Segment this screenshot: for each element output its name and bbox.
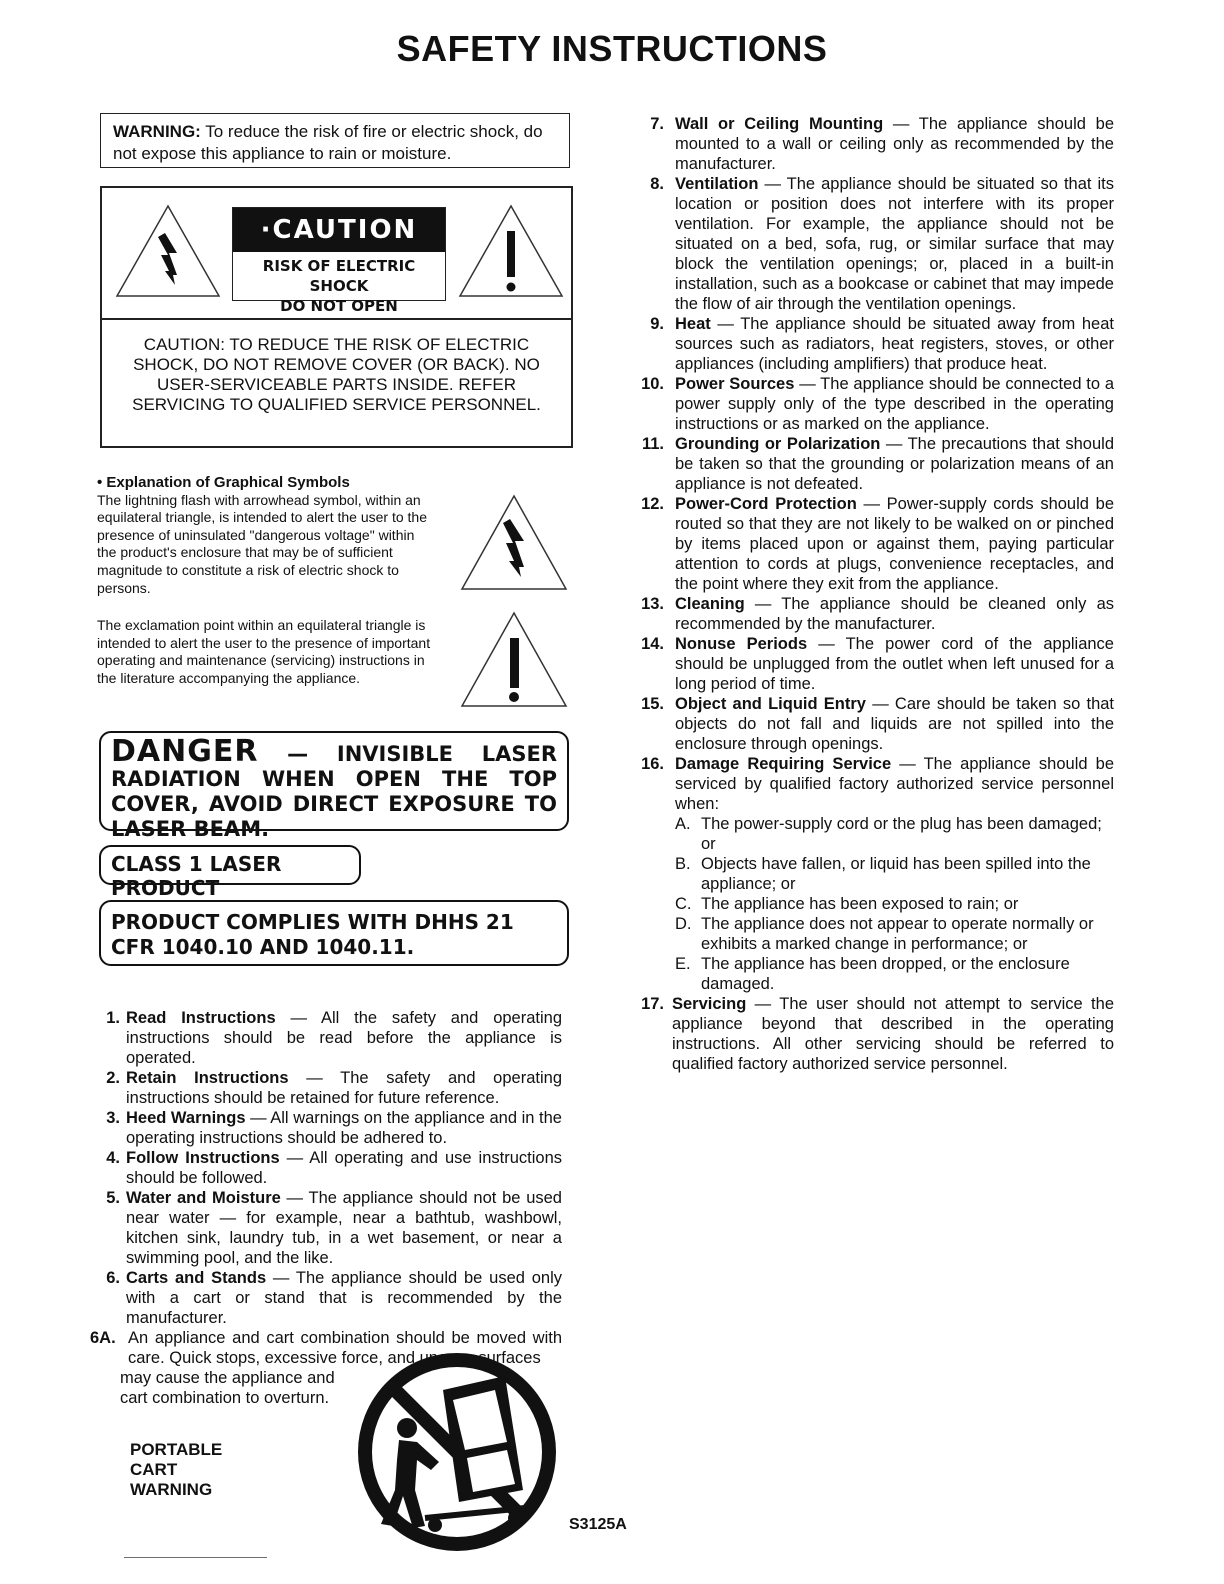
page-title: SAFETY INSTRUCTIONS (396, 28, 828, 69)
item-number: 6. (106, 1269, 120, 1287)
item-number: 7. (650, 115, 664, 133)
list-item (634, 634, 1114, 694)
warning-text: To reduce the risk of fire or electric shock, do not expose this appliance to rain or moisture. (113, 122, 543, 163)
caution-text: CAUTION: TO REDUCE THE RISK OF ELECTRIC SHOCK, DO NOT REMOVE COVER (OR BACK). NO USER-SERVICEABLE PARTS INSIDE. REFER SERVICING TO QUALIFIED SERVICE PERSONNEL. (132, 335, 541, 414)
item-text: — The appliance should be situated so that its location or position does not interfere with its proper ventilation. For example, the appliance should not be situated on a bed, sofa, rug, or similar surface that may block the ventilation openings; or, placed in a built-in installation, such as a bookcase or cabinet that may impede the flow of air through the ventilation openings. (675, 175, 1114, 313)
cart-label-line: PORTABLE (130, 1440, 223, 1459)
item-number: 1. (106, 1009, 120, 1027)
item-title: Cleaning (675, 595, 745, 613)
right-instructions-list (634, 114, 1114, 1074)
item-title: Nonuse Periods (675, 635, 808, 653)
item-text: — All operating and use instructions should be followed. (126, 1149, 562, 1187)
sub-text: The appliance has been exposed to rain; or (701, 895, 1019, 913)
item-text: — The appliance should be situated away from heat sources such as radiators, heat registers, stoves, or other appliances (including amplifiers) that produce heat. (675, 315, 1114, 373)
item-title: Retain Instructions (126, 1069, 289, 1087)
caution-banner: ·CAUTION (233, 208, 445, 252)
item-text: — Power-supply cords should be routed so that they are not likely to be walked on or pinched by items placed upon or against them, paying particular attention to cords at plugs, convenience receptacles, and the point where they exit from the appliance. (675, 495, 1114, 593)
sub-item (675, 954, 1114, 994)
item-6a-text-line2: may cause the appliance and (120, 1369, 335, 1387)
item-text: — All warnings on the appliance and in the operating instructions should be adhered to. (126, 1109, 562, 1147)
item-text: — Care should be taken so that objects do not fall and liquids are not spilled into the enclosure through openings. (675, 695, 1115, 753)
sub-text: The appliance does not appear to operate normally or exhibits a marked change in performance; or (701, 915, 1094, 953)
item-text: — The appliance should be serviced by qualified factory authorized service personnel when: (675, 755, 1115, 813)
sub-item (675, 814, 1114, 854)
list-item (90, 1108, 562, 1148)
list-item (634, 994, 1114, 1074)
exclamation-explanation: The exclamation point within an equilateral triangle is intended to alert the user to the presence of important operating and maintenance (servicing) instructions in the literature accompanying the appliance. (97, 617, 431, 686)
sub-list (675, 814, 1114, 994)
list-item (634, 314, 1114, 374)
document-code: S3125A (569, 1516, 627, 1533)
cart-label-line: CART (130, 1460, 178, 1479)
item-number: 9. (650, 315, 664, 333)
item-number: 2. (106, 1069, 120, 1087)
item-text: — The appliance should not be used near water — for example, near a bathtub, washbowl, kitchen sink, laundry tub, in a wet basement, or near a swimming pool, and the like. (126, 1189, 562, 1267)
item-number: 11. (641, 435, 664, 453)
item-title: Damage Requiring Service (675, 755, 892, 773)
list-item (634, 494, 1114, 594)
sub-letter: B. (675, 855, 691, 873)
sub-item (675, 854, 1114, 894)
sub-text: Objects have fallen, or liquid has been spilled into the appliance; or (701, 855, 1091, 893)
list-item (90, 1188, 562, 1268)
item-text: — All the safety and operating instructions should be read before the appliance is operated. (126, 1009, 562, 1067)
item-number: 5. (106, 1189, 120, 1207)
list-item (90, 1068, 562, 1108)
cart-tipover-icon (355, 1350, 560, 1555)
item-text: — The appliance should be mounted to a wall or ceiling only as recommended by the manufacturer. (675, 115, 1114, 173)
lightning-warning-icon (113, 203, 223, 299)
item-title: Wall or Ceiling Mounting (675, 115, 884, 133)
item-number: 12. (641, 495, 664, 513)
item-number: 17. (641, 995, 664, 1013)
item-text: — The appliance should be connected to a power supply only of the type described in the operating instructions or as marked on the appliance. (675, 375, 1114, 433)
item-title: Ventilation (675, 175, 759, 193)
sub-letter: D. (675, 915, 692, 933)
danger-text: INVISIBLE LASER RADIATION WHEN OPEN THE TOP COVER, AVOID DIRECT EXPOSURE TO LASER BEAM. (111, 742, 558, 841)
list-item (634, 594, 1114, 634)
left-instructions-list (90, 1008, 562, 1408)
sub-text: The appliance has been dropped, or the enclosure damaged. (701, 955, 1070, 993)
lightning-explanation: The lightning flash with arrowhead symbol, within an equilateral triangle, is intended to alert the user to the presence of uninsulated "dangerous voltage" within the product's enclosure that may be of sufficient magnitude to constitute a risk of electric shock to persons. (97, 491, 427, 596)
sub-text: The power-supply cord or the plug has been damaged; or (701, 815, 1102, 853)
cart-label-line: WARNING (130, 1480, 213, 1499)
item-title: Grounding or Polarization (675, 435, 881, 453)
item-text: — The user should not attempt to service the appliance beyond that described in the operating instructions. All other servicing should be referred to qualified factory authorized service personnel. (672, 995, 1114, 1073)
complies-box: PRODUCT COMPLIES WITH DHHS 21 CFR 1040.10 AND 1040.11. (99, 900, 569, 966)
class1-laser-box: CLASS 1 LASER PRODUCT (99, 845, 361, 885)
item-number: 6A. (90, 1329, 116, 1347)
symbols-section (97, 474, 437, 597)
list-item (90, 1148, 562, 1188)
exclamation-symbol-icon (458, 610, 570, 710)
sub-letter: E. (675, 955, 691, 973)
item-number: 3. (106, 1109, 120, 1127)
list-item (634, 174, 1114, 314)
caution-divider (100, 318, 573, 320)
list-item (634, 754, 1114, 814)
sub-letter: A. (675, 815, 691, 833)
item-number: 16. (641, 755, 664, 773)
item-number: 15. (641, 695, 664, 713)
item-title: Power Sources (675, 375, 795, 393)
list-item (634, 434, 1114, 494)
list-item (634, 694, 1114, 754)
list-item (90, 1268, 562, 1328)
sub-item (675, 914, 1114, 954)
item-text: — The safety and operating instructions should be retained for future reference. (126, 1069, 562, 1107)
item-title: Read Instructions (126, 1009, 276, 1027)
list-item (634, 374, 1114, 434)
item-6a-text-line3: cart combination to overturn. (120, 1389, 330, 1407)
caution-sub-line1: RISK OF ELECTRIC SHOCK (262, 257, 416, 295)
cart-warning-label (130, 1440, 222, 1500)
item-title: Power-Cord Protection (675, 495, 857, 513)
item-title: Heed Warnings (126, 1109, 246, 1127)
danger-box (99, 731, 569, 841)
item-number: 8. (650, 175, 664, 193)
item-number: 14. (641, 635, 664, 653)
danger-word: DANGER (111, 734, 259, 769)
list-item (90, 1008, 562, 1068)
lightning-symbol-icon (458, 493, 570, 593)
sub-letter: C. (675, 895, 692, 913)
item-number: 4. (106, 1149, 120, 1167)
item-title: Follow Instructions (126, 1149, 280, 1167)
caution-label (232, 207, 446, 315)
item-title: Heat (675, 315, 711, 333)
bottom-divider (124, 1557, 267, 1558)
danger-dash: — (287, 742, 309, 766)
sub-item (675, 894, 1114, 914)
item-text: — The appliance should be used only with a cart or stand that is recommended by the manufacturer. (126, 1269, 562, 1327)
warning-label: WARNING: (113, 122, 201, 141)
item-text: — The precautions that should be taken so that the grounding or polarization means of an appliance is not defeated. (675, 435, 1114, 493)
item-text: — The power cord of the appliance should be unplugged from the outlet when left unused for a long period of time. (675, 635, 1114, 693)
item-title: Object and Liquid Entry (675, 695, 866, 713)
list-item (634, 114, 1114, 174)
caution-sub-line2: DO NOT OPEN (280, 297, 398, 315)
item-title: Carts and Stands (126, 1269, 267, 1287)
item-number: 13. (641, 595, 664, 613)
warning-box (100, 113, 570, 168)
item-title: Servicing (672, 995, 747, 1013)
symbols-heading: • Explanation of Graphical Symbols (97, 474, 350, 491)
exclamation-warning-icon (456, 203, 566, 299)
item-text: — The appliance should be cleaned only as recommended by the manufacturer. (675, 595, 1114, 633)
item-title: Water and Moisture (126, 1189, 281, 1207)
item-6a-text: An appliance and cart combination should be moved with care. Quick stops, excessive force, and uneven surfaces (128, 1329, 562, 1367)
item-number: 10. (641, 375, 664, 393)
